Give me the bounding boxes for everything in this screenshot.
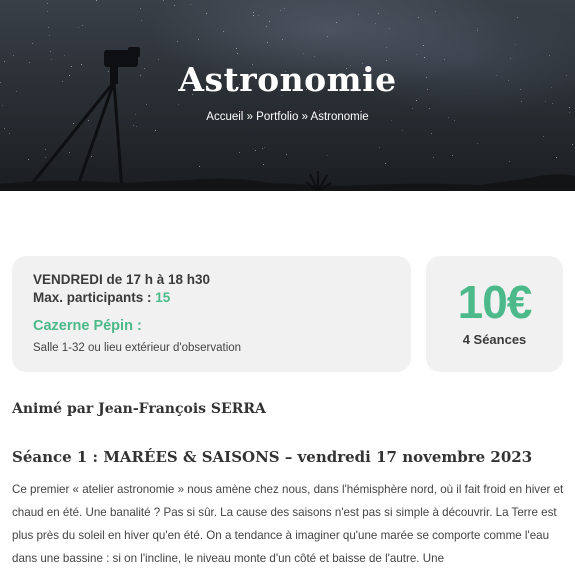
schedule-text: VENDREDI de 17 h à 18 h30 [33,272,211,287]
session-title: Séance 1 : MARÉES & SAISONS – vendredi 17 novembre 2023 [12,448,533,466]
price-card [426,256,563,372]
session-count: 4 Séances [462,332,527,347]
breadcrumb-portfolio-link[interactable]: Portfolio [256,111,299,123]
page-title: Astronomie [178,60,397,99]
location-description: Salle 1-32 ou lieu extérieur d'observation [33,342,242,354]
presenter-heading: Animé par Jean-François SERRA [12,401,266,417]
breadcrumb-separator: » [301,111,308,123]
breadcrumb-home-link[interactable]: Accueil [206,111,244,123]
participants-value: 15 [155,290,171,305]
hero-banner [0,0,575,191]
breadcrumb-separator: » [246,111,253,123]
breadcrumb [0,111,575,123]
participants-line [33,289,390,307]
participants-label: Max. participants : [33,290,152,305]
price-value: 10€ [457,276,532,328]
breadcrumb-current: Astronomie [310,111,369,123]
session-description: Ce premier « atelier astronomie » nous amène chez nous, dans l'hémisphère nord, où il fait froid en hiver et chaud en été. Une banalité ? Pas si sûr. La cause des saisons n'est pas si simple à découvrir. La Terre est plus près du soleil en hiver qu'en été. On a tendance à imaginer qu'une marée se comporte comme l'eau dans une bassine : si on l'incline, le niveau monte d'un côté et baisse de l'autre. Une [12,483,564,565]
schedule-info-card [12,256,411,372]
location-title: Cazerne Pépin : [33,318,142,334]
